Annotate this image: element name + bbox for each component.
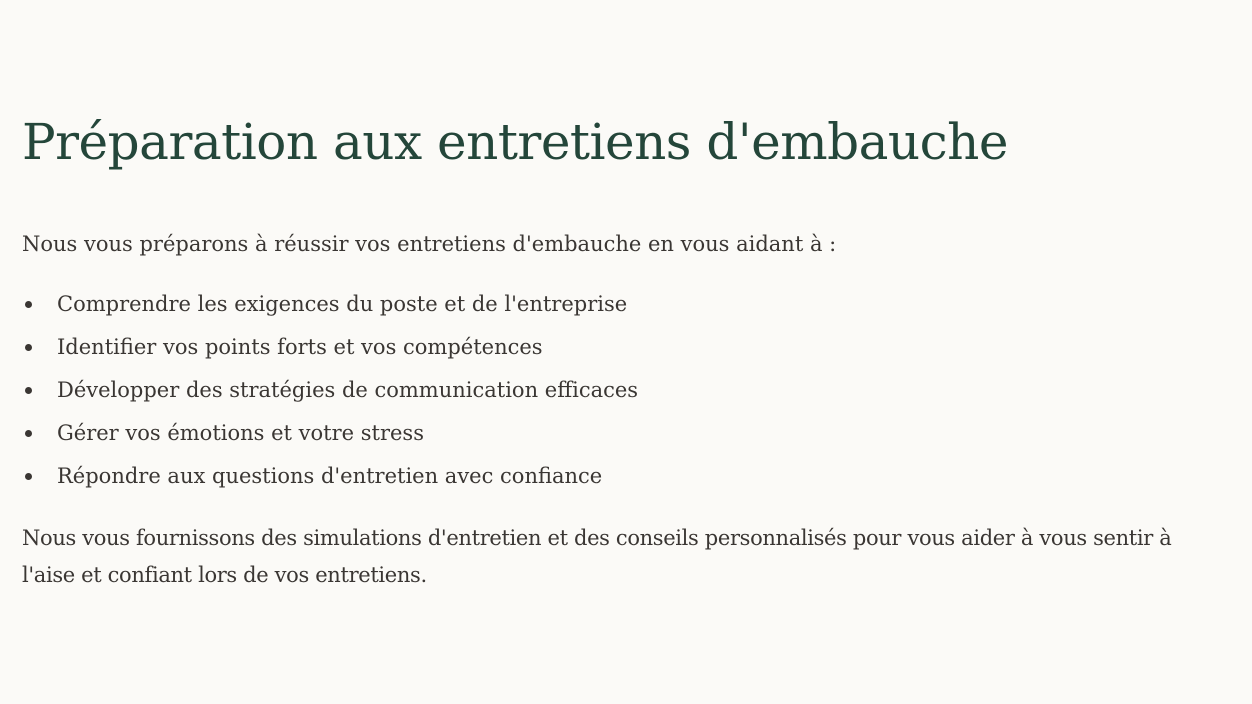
bullet-list bbox=[22, 287, 638, 502]
page-title: Préparation aux entretiens d'embauche bbox=[22, 113, 1008, 171]
list-item bbox=[22, 330, 638, 373]
bullet-dot-icon bbox=[25, 473, 32, 480]
list-item bbox=[22, 373, 638, 416]
bullet-dot-icon bbox=[25, 301, 32, 308]
list-item bbox=[22, 459, 638, 502]
bullet-dot-icon bbox=[25, 387, 32, 394]
intro-paragraph: Nous vous préparons à réussir vos entretiens d'embauche en vous aidant à : bbox=[22, 232, 837, 256]
bullet-dot-icon bbox=[25, 430, 32, 437]
list-item-text: Identifier vos points forts et vos compétences bbox=[57, 335, 543, 359]
bullet-dot-icon bbox=[25, 344, 32, 351]
list-item-text: Gérer vos émotions et votre stress bbox=[57, 421, 424, 445]
closing-paragraph: Nous vous fournissons des simulations d'entretien et des conseils personnalisés pour vous aider à vous sentir à l'aise et confiant lors de vos entretiens. bbox=[22, 526, 1172, 587]
list-item bbox=[22, 287, 638, 330]
list-item-text: Répondre aux questions d'entretien avec confiance bbox=[57, 464, 603, 488]
list-item-text: Comprendre les exigences du poste et de l'entreprise bbox=[57, 292, 628, 316]
list-item bbox=[22, 416, 638, 459]
list-item-text: Développer des stratégies de communication efficaces bbox=[57, 378, 639, 402]
